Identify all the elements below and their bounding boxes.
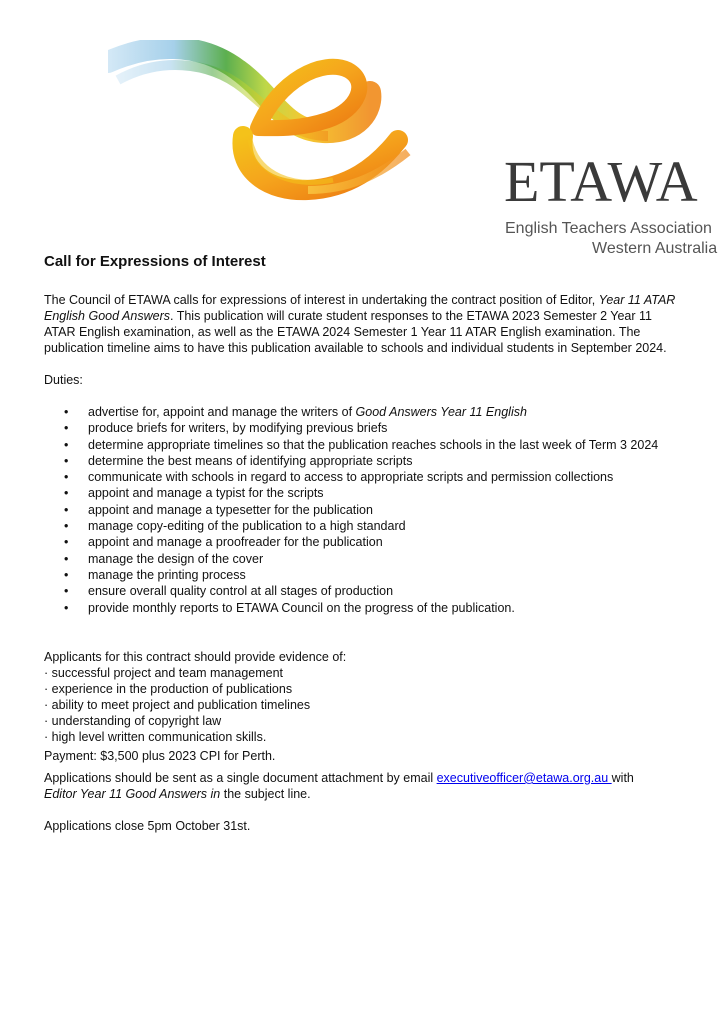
duty-item [44, 502, 684, 518]
bullet-icon: • [64, 405, 69, 419]
duty-item [44, 485, 684, 501]
payment-text: Payment: $3,500 plus 2023 CPI for Perth. [44, 748, 276, 763]
bullet-icon: • [64, 535, 69, 550]
intro-paragraph [44, 292, 684, 356]
evidence-item: · successful project and team management [44, 665, 284, 680]
duty-item [44, 420, 684, 436]
duty-text: advertise for, appoint and manage the writers of [88, 405, 356, 419]
evidence-list [44, 665, 684, 745]
bullet-icon: • [64, 567, 69, 582]
duty-item [44, 551, 684, 567]
bullet-icon: • [64, 421, 69, 436]
send-text-3: the subject line. [220, 786, 311, 801]
evidence-item: · understanding of copyright law [44, 713, 222, 728]
duty-text: appoint and manage a proofreader for the publication [88, 535, 383, 550]
document-body [44, 252, 684, 834]
duty-text: appoint and manage a typist for the scripts [88, 486, 324, 501]
duty-text: manage copy-editing of the publication to a high standard [88, 519, 406, 534]
duty-text: communicate with schools in regard to access to appropriate scripts and permission collections [88, 470, 614, 485]
bullet-icon: • [64, 470, 69, 485]
logo-subtitle-line2: Western Australia [592, 240, 718, 257]
duties-list [44, 404, 684, 616]
intro-text-1: The Council of ETAWA calls for expressions of interest in undertaking the contract position of Editor, [44, 293, 599, 307]
email-link[interactable]: executiveofficer@etawa.org.au [436, 770, 612, 785]
intro-publication-title: Year 11 ATAR English Good Answers [44, 293, 676, 323]
evidence-item: · experience in the production of publications [44, 681, 293, 696]
evidence-intro: Applicants for this contract should provide evidence of: [44, 649, 347, 664]
etawa-logo [108, 40, 718, 257]
bullet-icon: • [64, 519, 69, 534]
send-text-1: Applications should be sent as a single document attachment by email [44, 770, 437, 785]
duty-item [44, 534, 684, 550]
intro-text-2: . This publication will curate student responses to the ETAWA 2023 Semester 2 Year 11 ATAR English examination, as well as the ETAWA 2024 Semester 1 Year 11 ATAR English examination. The publication timeline aims to have this publication available to schools and individual students in September 2024. [44, 309, 667, 355]
bullet-icon: • [64, 584, 69, 599]
duty-text: ensure overall quality control at all stages of production [88, 584, 394, 599]
application-instructions [44, 770, 684, 802]
evidence-item: · ability to meet project and publication timelines [44, 697, 311, 712]
duty-text: determine the best means of identifying appropriate scripts [88, 453, 413, 468]
bullet-icon: • [64, 502, 69, 517]
evidence-item: · high level written communication skills. [44, 729, 267, 744]
subject-line-text: Editor Year 11 Good Answers in [44, 786, 221, 801]
duty-item [44, 518, 684, 534]
duty-text: manage the printing process [88, 567, 246, 582]
bullet-icon: • [64, 551, 69, 566]
duty-item [44, 453, 684, 469]
duty-text: provide monthly reports to ETAWA Council on the progress of the publication. [88, 600, 515, 615]
duty-item [44, 583, 684, 599]
duty-text: manage the design of the cover [88, 551, 264, 566]
duty-text: produce briefs for writers, by modifying previous briefs [88, 421, 388, 436]
duty-item [44, 437, 684, 453]
duty-text: determine appropriate timelines so that the publication reaches schools in the last week of Term 3 2024 [88, 437, 659, 452]
duty-publication-title: Good Answers Year 11 English [355, 405, 527, 419]
duty-item [44, 469, 684, 485]
bullet-icon: • [64, 437, 69, 452]
duty-item [44, 404, 684, 420]
bullet-icon: • [64, 600, 69, 615]
logo-wordmark: ETAWA [504, 149, 698, 214]
duty-item [44, 600, 684, 616]
logo-subtitle-line1: English Teachers Association [505, 220, 712, 237]
page-title: Call for Expressions of Interest [44, 253, 266, 270]
bullet-icon: • [64, 453, 69, 468]
duty-item [44, 567, 684, 583]
send-text-2: with [611, 770, 634, 785]
closing-date: Applications close 5pm October 31st. [44, 818, 251, 833]
duties-label: Duties: [44, 373, 83, 387]
bullet-icon: • [64, 486, 69, 501]
duty-text: appoint and manage a typesetter for the publication [88, 502, 373, 517]
